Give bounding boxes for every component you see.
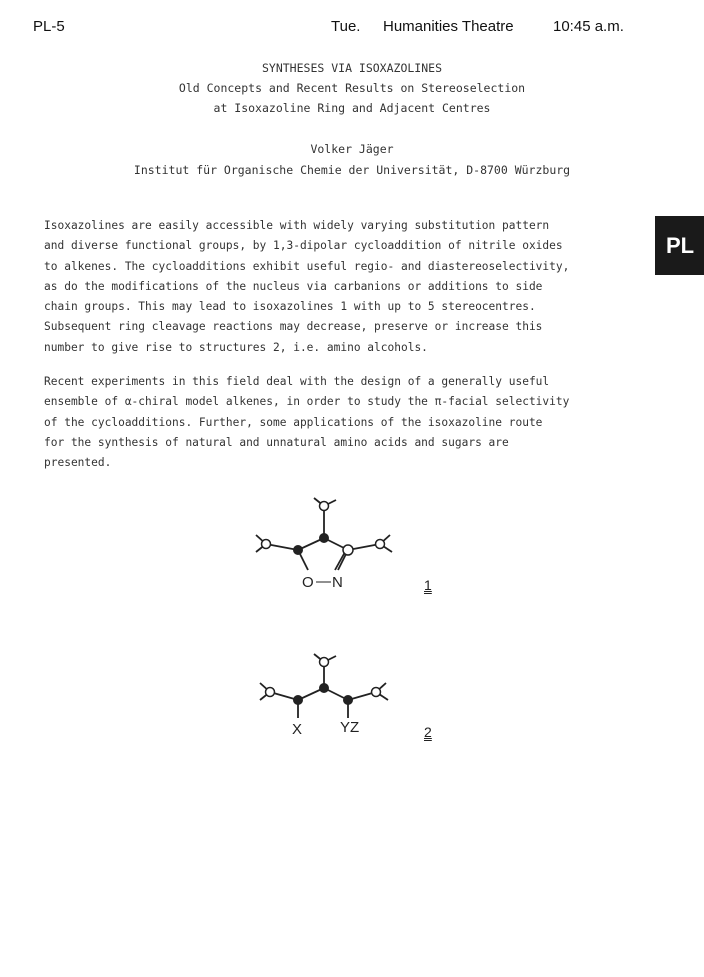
session-code: PL-5 — [33, 18, 65, 35]
compound-2-label: 2 — [424, 724, 432, 740]
title-line-2: Old Concepts and Recent Results on Stereoselection — [178, 81, 526, 95]
title-line-1: SYNTHESES VIA ISOXAZOLINES — [261, 61, 442, 75]
abstract-paragraph-2: Recent experiments in this field deal with the design of a generally useful ensemble of α-chiral model alkenes, in order to study the π-facial selectivity of the cycloadditions. Further, some applications of the isoxazoline route for the synthesis of natural and unnatural amino acids and sugars are presented. — [44, 375, 570, 470]
abstract-paragraph-1: Isoxazolines are easily accessible with widely varying substitution pattern and diverse functional groups, by 1,3-dipolar cycloaddition of nitrile oxides to alkenes. The cycloadditions exhibit useful regio- and diastereoselectivity, as do the modifications of the nucleus via carbanions or additions to side chain groups. This may lead to isoxazolines 1 with up to 5 stereocentres. Subsequent ring cleavage reactions may decrease, preserve or increase this number to give rise to structures 2, i.e. amino alcohols. — [44, 219, 570, 354]
compound-1-label: 1 — [424, 577, 432, 593]
substituent-yz-label: YZ — [340, 719, 360, 736]
author-affiliation: Institut für Organische Chemie der Universität, D-8700 Würzburg — [133, 163, 571, 177]
ring-nitrogen-label: N — [332, 574, 343, 591]
session-day: Tue. — [331, 18, 361, 35]
structure-1-diagram — [240, 490, 410, 595]
author-name: Volker Jäger — [310, 142, 394, 156]
title-line-3: at Isoxazoline Ring and Adjacent Centres — [213, 101, 491, 115]
ring-bond-label: — — [316, 573, 331, 590]
substituent-x-label: X — [292, 721, 303, 738]
session-info — [331, 18, 624, 35]
section-tab: PL — [655, 216, 704, 275]
structure-2-diagram — [240, 650, 410, 740]
ring-oxygen-label: O — [302, 574, 314, 591]
session-time: 10:45 a.m. — [553, 18, 624, 35]
session-venue: Humanities Theatre — [383, 18, 514, 35]
